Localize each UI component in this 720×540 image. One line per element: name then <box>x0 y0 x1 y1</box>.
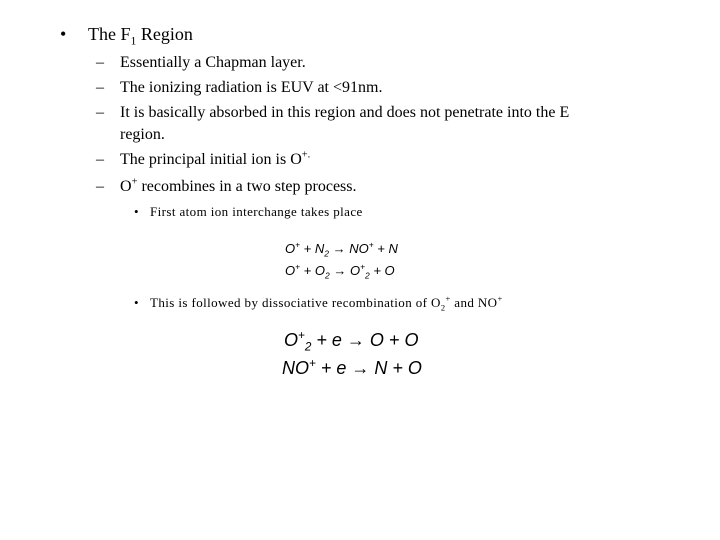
eq-term: NO <box>282 358 309 378</box>
sub-item-interchange: First atom ion interchange takes place <box>150 204 363 219</box>
equation-ion-interchange-n2 <box>285 239 398 259</box>
item-absorbed-cont: region. <box>120 126 165 143</box>
dissoc-sup: + <box>497 293 503 304</box>
eq-sup: + <box>309 357 316 370</box>
eq-op: + <box>373 241 389 256</box>
dissoc-text: and NO <box>450 295 498 310</box>
equation-dissociative-o2 <box>284 329 419 354</box>
item-euv: The ionizing radiation is EUV at <91nm. <box>120 79 383 96</box>
eq-arrow: → <box>329 263 350 278</box>
eq-sup: + <box>295 261 301 272</box>
eq-op: + <box>300 263 315 278</box>
eq-term: O <box>285 263 296 278</box>
title-rest: Region <box>136 24 193 44</box>
eq-term: O <box>349 263 361 278</box>
item-recombines <box>120 178 357 196</box>
sub-bullet: • <box>134 295 139 310</box>
equation-dissociative-no <box>282 358 422 379</box>
dash-bullet: – <box>96 79 104 96</box>
item-recombines-pre: O <box>120 178 132 195</box>
eq-term: O <box>369 330 384 350</box>
eq-term: N <box>374 358 388 378</box>
eq-term: O <box>384 263 395 278</box>
eq-sub: 2 <box>325 270 330 281</box>
eq-sub: 2 <box>365 270 370 281</box>
eq-term: NO <box>349 241 369 256</box>
item-initial-ion <box>120 151 310 169</box>
dissoc-sup: + <box>445 293 451 304</box>
eq-op: + <box>369 263 385 278</box>
eq-term: e <box>336 358 347 378</box>
eq-term: e <box>331 330 342 350</box>
item-chapman: Essentially a Chapman layer. <box>120 54 306 71</box>
eq-arrow: → <box>328 241 350 256</box>
dash-bullet: – <box>96 54 104 71</box>
title-bullet: • <box>60 24 67 44</box>
slide-title <box>88 24 193 48</box>
dash-bullet: – <box>96 151 104 168</box>
eq-arrow: → <box>346 358 375 378</box>
eq-term: O <box>404 330 419 350</box>
eq-term: O <box>407 358 422 378</box>
dash-bullet: – <box>96 104 104 121</box>
eq-op: + <box>300 241 315 256</box>
sub-item-dissociative <box>150 295 503 311</box>
eq-term: O <box>285 241 296 256</box>
eq-term: O <box>314 263 326 278</box>
eq-op: + <box>383 330 405 350</box>
title-main: The F <box>88 24 131 44</box>
dissoc-text: This is followed by dissociative recombination of O <box>150 295 441 310</box>
equation-ion-interchange-o2 <box>285 261 395 281</box>
eq-sup: + <box>368 239 374 250</box>
item-recombines-sup: + <box>131 176 138 188</box>
eq-op: + <box>315 358 337 378</box>
item-recombines-text: recombines in a two step process. <box>137 178 357 195</box>
dissoc-sub: 2 <box>440 302 446 313</box>
eq-term: N <box>314 241 325 256</box>
eq-sub: 2 <box>304 340 312 354</box>
eq-arrow: → <box>341 330 370 350</box>
title-subscript: 1 <box>130 34 137 48</box>
eq-term: O <box>284 330 299 350</box>
sub-bullet: • <box>134 204 139 219</box>
item-initial-ion-sup: +. <box>301 149 311 161</box>
eq-sup: + <box>298 329 305 342</box>
eq-sub: 2 <box>324 248 329 259</box>
item-absorbed: It is basically absorbed in this region and does not penetrate into the E <box>120 104 570 121</box>
eq-sup: + <box>295 239 301 250</box>
item-initial-ion-text: The principal initial ion is O <box>120 151 302 168</box>
eq-op: + <box>311 330 332 350</box>
eq-op: + <box>387 358 408 378</box>
eq-sup: + <box>360 261 366 272</box>
eq-term: N <box>388 241 398 256</box>
dash-bullet: – <box>96 178 104 195</box>
